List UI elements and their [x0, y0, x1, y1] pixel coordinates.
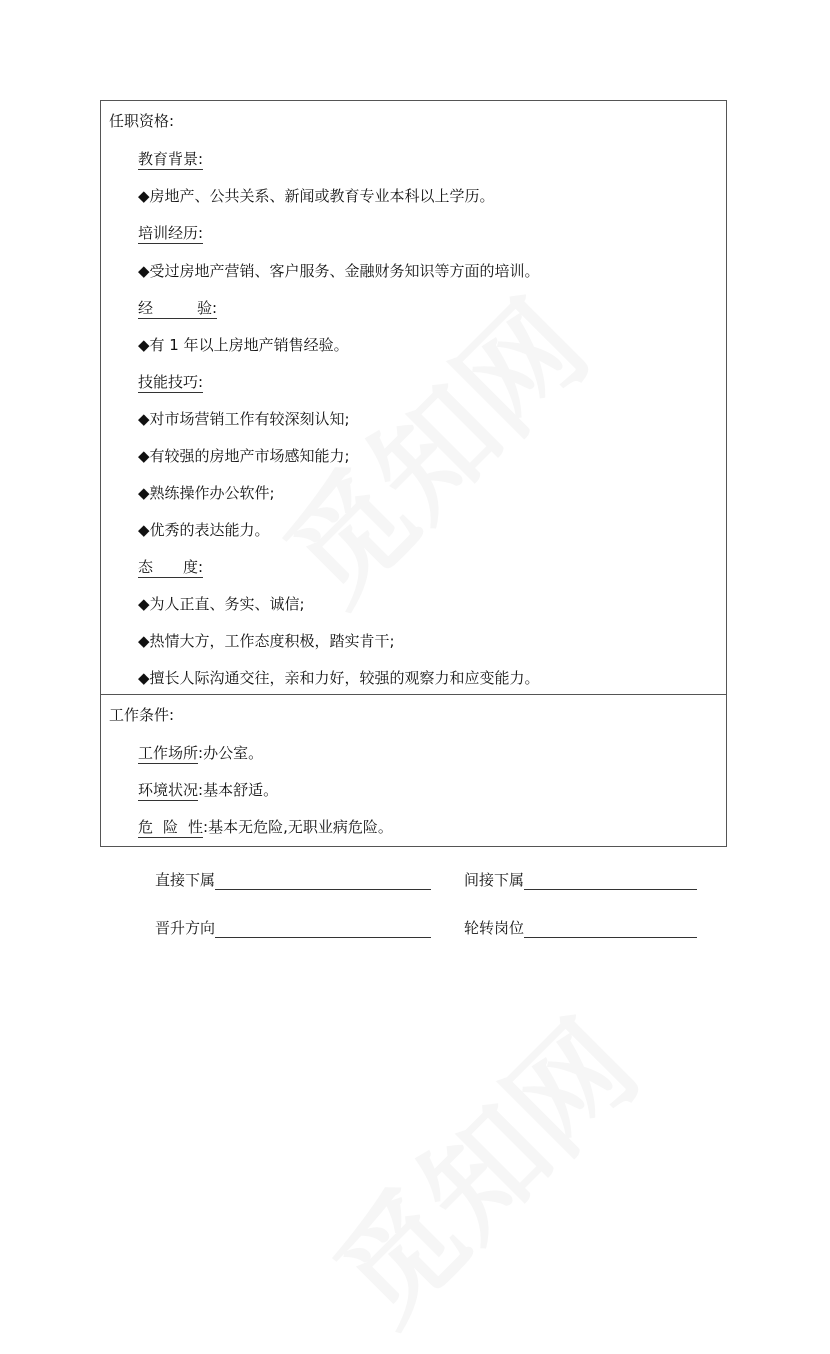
- risk-row: 危 险 性:基本无危险,无职业病危险。: [138, 818, 393, 836]
- list-item: ◆热情大方，工作态度积极，踏实肯干;: [138, 632, 395, 650]
- list-item: ◆优秀的表达能力。: [138, 521, 270, 539]
- qualifications-section: [100, 100, 727, 695]
- list-item: ◆为人正直、务实、诚信;: [138, 595, 305, 613]
- list-item: ◆有较强的房地产市场感知能力;: [138, 447, 350, 465]
- section-title: 工作条件:: [109, 706, 175, 724]
- skills-label: 技能技巧:: [138, 373, 204, 391]
- conditions-section: [100, 694, 727, 847]
- promotion-field[interactable]: 晋升方向: [155, 918, 431, 938]
- environment-row: 环境状况:基本舒适。: [138, 781, 279, 799]
- list-item: ◆熟练操作办公软件;: [138, 484, 275, 502]
- list-item: ◆对市场营销工作有较深刻认知;: [138, 410, 350, 428]
- training-label: 培训经历:: [138, 224, 204, 242]
- direct-subordinate-field[interactable]: 直接下属: [155, 870, 431, 890]
- list-item: ◆擅长人际沟通交往，亲和力好，较强的观察力和应变能力。: [138, 669, 540, 687]
- list-item: ◆有 1 年以上房地产销售经验。: [138, 336, 349, 354]
- list-item: ◆房地产、公共关系、新闻或教育专业本科以上学历。: [138, 187, 495, 205]
- section-title: 任职资格:: [109, 112, 175, 130]
- list-item: ◆受过房地产营销、客户服务、金融财务知识等方面的培训。: [138, 262, 540, 280]
- rotation-field[interactable]: 轮转岗位: [464, 918, 697, 938]
- education-label: 教育背景:: [138, 150, 204, 168]
- workplace-row: 工作场所:办公室。: [138, 744, 264, 762]
- attitude-label: 态 度:: [138, 558, 204, 576]
- indirect-subordinate-field[interactable]: 间接下属: [464, 870, 697, 890]
- experience-label: 经 验:: [138, 299, 218, 317]
- watermark: [292, 978, 668, 1354]
